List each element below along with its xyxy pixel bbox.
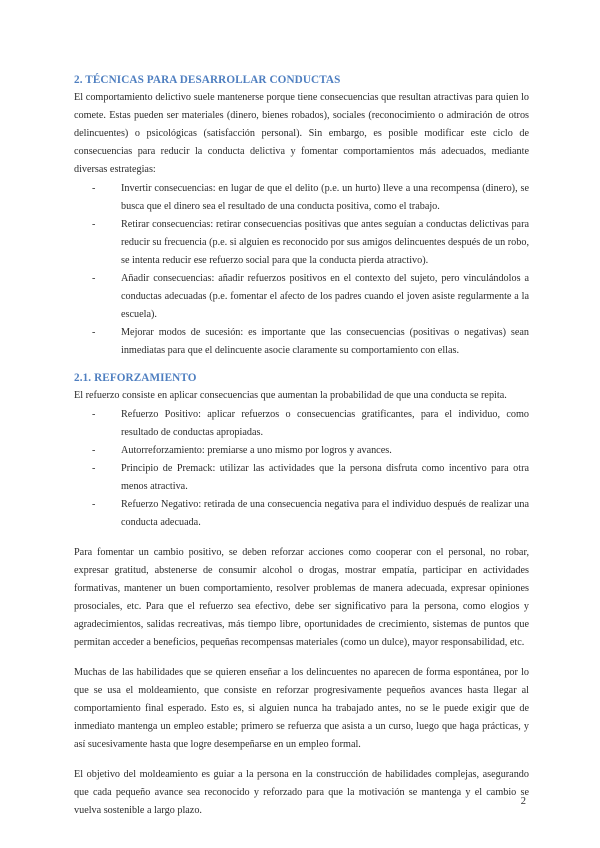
- list-item-text: Refuerzo Positivo: aplicar refuerzos o consecuencias gratificantes, para el individuo, como resultado de conductas apropiadas.: [121, 409, 529, 438]
- bullet-dash: -: [92, 463, 96, 474]
- bullet-dash: -: [92, 273, 96, 284]
- body-paragraph: Muchas de las habilidades que se quieren enseñar a los delincuentes no aparecen de forma espontánea, por lo que se usa el moldeamiento, que consiste en reforzar progresivamente pequeños avances hasta llegar al comportamiento final esperado. Esto es, si alguien nunca ha trabajado antes, no se le puede exigir que de inmediato mantenga un empleo estable; primero se refuerza que asista a un curso, luego que haga prácticas, y así sucesivamente hasta que logre desempeñarse en un empleo formal.: [74, 667, 529, 750]
- list-item-text: Invertir consecuencias: en lugar de que el delito (p.e. un hurto) lleve a una recompensa (dinero), se busca que el dinero sea el resultado de una conducta positiva, como el trabajo.: [121, 183, 529, 212]
- list-item-text: Autorreforzamiento: premiarse a uno mismo por logros y avances.: [121, 445, 392, 456]
- body-paragraph: El objetivo del moldeamiento es guiar a la persona en la construcción de habilidades complejas, asegurando que cada pequeño avance sea reconocido y reforzado para que la motivación se mantenga y el cambio se vuelva sostenible a largo plazo.: [74, 769, 529, 816]
- list-item-text: Principio de Premack: utilizar las actividades que la persona disfruta como incentivo para otra menos atractiva.: [121, 463, 529, 492]
- reinforcement-intro-paragraph: El refuerzo consiste en aplicar consecuencias que aumentan la probabilidad de que una conducta se repita.: [74, 390, 507, 401]
- list-item: [74, 460, 529, 496]
- list-item: [74, 216, 529, 270]
- page-number: 2: [520, 796, 526, 807]
- list-item: [74, 180, 529, 216]
- list-item: [74, 324, 529, 360]
- list-item: [74, 406, 529, 442]
- list-item-text: Añadir consecuencias: añadir refuerzos positivos en el contexto del sujeto, pero vinculándolos a conductas adecuadas (p.e. fomentar el afecto de los padres cuando el joven asiste regularmente a la escuela).: [121, 273, 529, 320]
- section-heading-techniques: 2. TÉCNICAS PARA DESARROLLAR CONDUCTAS: [74, 74, 341, 86]
- reinforcement-list: [74, 406, 529, 532]
- list-item-text: Mejorar modos de sucesión: es importante que las consecuencias (positivas o negativas) sean inmediatas para que el delincuente asocie claramente su comportamiento con ellas.: [121, 327, 529, 356]
- section-heading-reinforcement: 2.1. REFORZAMIENTO: [74, 372, 197, 384]
- body-paragraph: Para fomentar un cambio positivo, se deben reforzar acciones como cooperar con el personal, no robar, expresar gratitud, abstenerse de consumir alcohol o drogas, mostrar empatía, participar en actividades formativas, mantener un buen comportamiento, resolver problemas de manera adecuada, expresar opiniones prosociales, etc. Para que el refuerzo sea efectivo, debe ser significativo para la persona, como elogios y agradecimientos, salidas recreativas, más tiempo libre, oportunidades de crecimiento, sistemas de puntos que permitan acceder a beneficios, pequeñas recompensas materiales (como un dulce), mayor responsabilidad, etc.: [74, 547, 529, 648]
- list-item: [74, 270, 529, 324]
- list-item: [74, 442, 529, 460]
- bullet-dash: -: [92, 183, 96, 194]
- list-item-text: Retirar consecuencias: retirar consecuencias positivas que antes seguían a conductas delictivas para reducir su frecuencia (p.e. si alguien es reconocido por sus amigos delincuentes después de un robo, se intenta reducir ese refuerzo social para que la conducta pierda atractivo).: [121, 219, 529, 266]
- bullet-dash: -: [92, 445, 96, 456]
- bullet-dash: -: [92, 409, 96, 420]
- techniques-intro-paragraph: El comportamiento delictivo suele mantenerse porque tiene consecuencias que resultan atractivas para quien lo comete. Estas pueden ser materiales (dinero, bienes robados), sociales (reconocimiento o admiración de otros delincuentes) o psicológicas (satisfacción personal). Sin embargo, es posible modificar este ciclo de consecuencias para reducir la conducta delictiva y fomentar comportamientos más adecuados, mediante diversas estrategias:: [74, 92, 529, 175]
- bullet-dash: -: [92, 219, 96, 230]
- list-item-text: Refuerzo Negativo: retirada de una consecuencia negativa para el individuo después de realizar una conducta adecuada.: [121, 499, 529, 528]
- list-item: [74, 496, 529, 532]
- techniques-list: [74, 180, 529, 360]
- document-page: [74, 72, 529, 820]
- bullet-dash: -: [92, 327, 96, 338]
- bullet-dash: -: [92, 499, 96, 510]
